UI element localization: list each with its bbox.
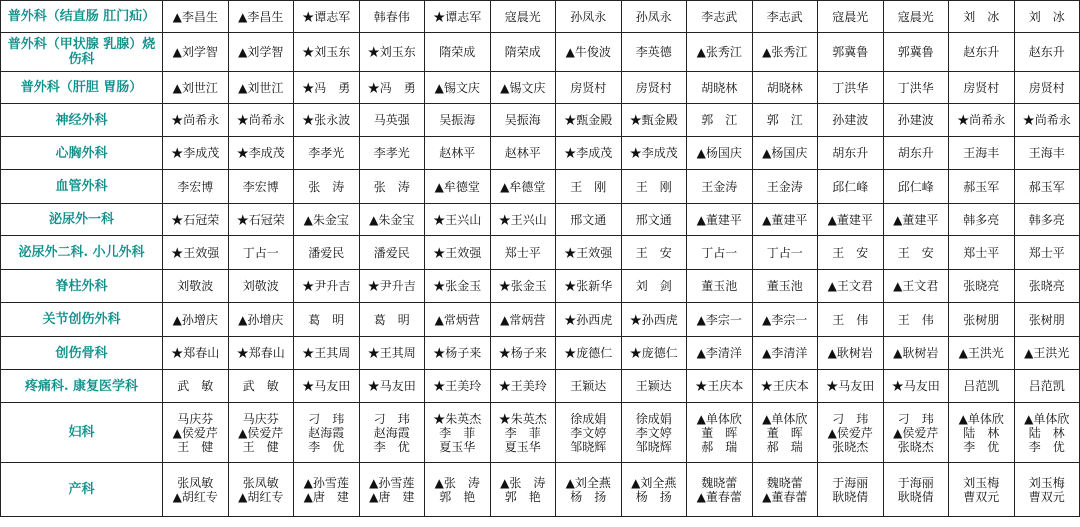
department-label: 脊柱外科 [1,270,163,303]
duty-name-line: 郝 瑞 [701,439,738,454]
duty-cell: 王 安 [818,236,884,270]
duty-name-line: 徐成娟 [570,411,607,426]
duty-cell: 郑士平 [949,236,1015,270]
duty-cell: 郝玉军 [1014,170,1080,204]
duty-cell [294,403,360,463]
duty-cell: 李英德 [621,33,687,72]
duty-cell: 王 伟 [883,303,949,337]
duty-cell: 李孝光 [359,137,425,170]
duty-cell: ▲杨国庆 [752,137,818,170]
duty-name-line: ▲侯爱芹 [893,425,939,440]
department-label: 关节创伤外科 [1,303,163,337]
duty-cell: 胡晓林 [752,72,818,104]
duty-name-line: 夏玉华 [439,439,476,454]
duty-cell: ★张金玉 [425,270,491,303]
duty-name-line: 徐成娟 [635,411,672,426]
duty-cell [621,463,687,517]
duty-name-line: 董 晖 [766,425,803,440]
duty-cell: ★王美玲 [425,370,491,403]
duty-name-line: 耿晓倩 [897,489,934,504]
duty-cell: ▲牟德堂 [425,170,491,204]
duty-cell: 武 敏 [228,370,294,403]
duty-name-line: 夏玉华 [504,439,541,454]
duty-name-line: 董 晖 [701,425,738,440]
duty-cell: ★尚希永 [163,104,229,137]
department-label: 产科 [1,463,163,517]
duty-cell: ★石冠荣 [228,204,294,236]
duty-cell: 李宏博 [228,170,294,204]
duty-name-line: 杨 扬 [635,489,672,504]
duty-cell: ★谭志军 [294,1,360,33]
duty-cell: 武 敏 [163,370,229,403]
duty-name-line: 马庆芬 [242,411,279,426]
duty-name-line: 张凤敏 [177,475,214,490]
duty-cell [1014,403,1080,463]
duty-name-line: 李 菲 [439,425,476,440]
duty-cell: 王 安 [621,236,687,270]
duty-cell [1014,463,1080,517]
duty-cell: 李志武 [752,1,818,33]
duty-cell: ★尹升吉 [294,270,360,303]
duty-cell: ★马友田 [818,370,884,403]
duty-cell: 寇晨光 [490,1,556,33]
duty-cell: ★刘玉东 [359,33,425,72]
duty-cell [949,403,1015,463]
duty-cell: 丁洪华 [883,72,949,104]
duty-name-line: ▲单体欣 [1024,411,1070,426]
duty-cell: ★尚希永 [949,104,1015,137]
duty-name-line: 张凤敏 [242,475,279,490]
duty-cell: ★冯 勇 [294,72,360,104]
duty-cell: ★甄金殿 [556,104,622,137]
duty-cell: ★谭志军 [425,1,491,33]
duty-cell: ★王美玲 [490,370,556,403]
duty-cell: 隋荣成 [425,33,491,72]
table-row [1,403,1080,463]
duty-cell: ▲董建平 [883,204,949,236]
duty-cell: 韩多亮 [949,204,1015,236]
duty-cell: ▲耿树岩 [818,337,884,370]
duty-cell [294,463,360,517]
duty-cell: ★杨子来 [490,337,556,370]
duty-cell: ★王兴山 [490,204,556,236]
duty-cell: ★李成茂 [163,137,229,170]
duty-cell: ★王庆本 [752,370,818,403]
duty-cell: 郭冀鲁 [883,33,949,72]
duty-cell: 王颖达 [556,370,622,403]
duty-cell: 寇晨光 [818,1,884,33]
duty-cell: ★杨子来 [425,337,491,370]
table-row [1,72,1080,104]
duty-cell: 张晓亮 [949,270,1015,303]
duty-cell: ★李成茂 [556,137,622,170]
duty-cell: ★刘玉东 [294,33,360,72]
table-row [1,33,1080,72]
duty-cell [163,403,229,463]
duty-cell: 董玉池 [687,270,753,303]
duty-name-line: ▲刘全燕 [565,475,611,490]
duty-cell: ▲李昌生 [163,1,229,33]
duty-cell: 李志武 [687,1,753,33]
duty-cell [621,403,687,463]
duty-cell [490,463,556,517]
table-row [1,463,1080,517]
duty-cell: ▲李昌生 [228,1,294,33]
table-row [1,337,1080,370]
department-label: 血管外科 [1,170,163,204]
duty-cell: ★王兴山 [425,204,491,236]
duty-name-line: 李 菲 [504,425,541,440]
duty-name-line: 曹双元 [1028,489,1065,504]
duty-cell: 吕范凯 [1014,370,1080,403]
duty-cell: ▲常炳营 [425,303,491,337]
duty-cell: ▲李宗一 [752,303,818,337]
duty-cell: ▲孙增庆 [163,303,229,337]
duty-name-line: 李 优 [963,439,1000,454]
duty-cell [752,403,818,463]
table-row [1,104,1080,137]
duty-cell: 葛 明 [294,303,360,337]
duty-name-line: ▲刘全燕 [631,475,677,490]
duty-cell: ▲锡文庆 [490,72,556,104]
duty-name-line: 王 健 [242,439,279,454]
duty-name-line: 陆 林 [963,425,1000,440]
duty-cell: 邢文通 [621,204,687,236]
duty-cell: ▲孙增庆 [228,303,294,337]
duty-cell: 李孝光 [294,137,360,170]
department-label: 创伤骨科 [1,337,163,370]
duty-cell: ▲刘世江 [163,72,229,104]
duty-cell: ★李成茂 [228,137,294,170]
duty-cell: 马英强 [359,104,425,137]
duty-cell: 郭 江 [752,104,818,137]
duty-cell: 张 涛 [359,170,425,204]
duty-cell: ▲牛俊波 [556,33,622,72]
duty-cell: 寇晨光 [883,1,949,33]
duty-cell: 王金涛 [752,170,818,204]
duty-cell: 赵林平 [425,137,491,170]
department-label: 心胸外科 [1,137,163,170]
duty-name-line: 魏晓蕾 [766,475,803,490]
duty-cell: ★王庆本 [687,370,753,403]
duty-cell: 邢文通 [556,204,622,236]
duty-name-line: 刁 玮 [373,411,410,426]
table-row [1,1,1080,33]
duty-cell: ▲董建平 [818,204,884,236]
duty-cell [818,463,884,517]
duty-cell: 赵林平 [490,137,556,170]
duty-cell [163,463,229,517]
duty-cell: 赵东升 [949,33,1015,72]
duty-name-line: 郭 艳 [504,489,541,504]
duty-cell: ★尚希永 [1014,104,1080,137]
duty-cell: ★马友田 [883,370,949,403]
table-row [1,370,1080,403]
duty-cell: 刘 冰 [949,1,1015,33]
duty-cell: ★张永波 [294,104,360,137]
duty-cell: ▲牟德堂 [490,170,556,204]
duty-cell: 刘敬波 [228,270,294,303]
duty-cell: ▲锡文庆 [425,72,491,104]
duty-cell: 丁洪华 [818,72,884,104]
duty-cell: 郑士平 [490,236,556,270]
duty-cell: 丁占一 [752,236,818,270]
duty-cell: 吴振海 [490,104,556,137]
duty-cell: 葛 明 [359,303,425,337]
duty-name-line: ★朱英杰 [498,411,547,426]
duty-cell: ★石冠荣 [163,204,229,236]
duty-cell: ★孙西虎 [556,303,622,337]
duty-cell: 刘敬波 [163,270,229,303]
duty-cell: ▲刘世江 [228,72,294,104]
duty-cell: 韩多亮 [1014,204,1080,236]
duty-cell: 郝玉军 [949,170,1015,204]
table-row [1,303,1080,337]
duty-cell: ▲朱金宝 [359,204,425,236]
duty-cell: ▲杨国庆 [687,137,753,170]
duty-cell: 孙凤永 [556,1,622,33]
duty-cell: ★尹升吉 [359,270,425,303]
duty-name-line: 杨 扬 [570,489,607,504]
department-label: 普外科（结直肠 肛门疝） [1,1,163,33]
duty-name-line: 邹晓辉 [570,439,607,454]
duty-cell: 邱仁峰 [883,170,949,204]
duty-cell: ★郑春山 [163,337,229,370]
duty-cell: ★郑春山 [228,337,294,370]
duty-name-line: ▲单体欣 [958,411,1004,426]
duty-cell: ▲王洪光 [1014,337,1080,370]
duty-name-line: 李 优 [308,439,345,454]
duty-cell: ★王效强 [425,236,491,270]
duty-cell: ★甄金殿 [621,104,687,137]
duty-cell: ▲刘学智 [163,33,229,72]
duty-cell [818,403,884,463]
duty-cell [359,403,425,463]
duty-cell [949,463,1015,517]
duty-cell: 郑士平 [1014,236,1080,270]
duty-cell: ★王效强 [556,236,622,270]
duty-cell: 刘 剑 [621,270,687,303]
duty-cell: 李宏博 [163,170,229,204]
table-row [1,270,1080,303]
duty-cell: ▲朱金宝 [294,204,360,236]
duty-name-line: 于海丽 [897,475,934,490]
duty-name-line: ▲侯爱芹 [238,425,284,440]
duty-cell: ★马友田 [359,370,425,403]
duty-cell: 韩春伟 [359,1,425,33]
duty-cell: ★庞德仁 [556,337,622,370]
duty-name-line: 李 优 [373,439,410,454]
duty-name-line: 刘玉梅 [963,475,1000,490]
department-label: 普外科（肝胆 胃肠） [1,72,163,104]
duty-cell: 董玉池 [752,270,818,303]
duty-name-line: ▲胡红专 [172,489,218,504]
duty-name-line: 李文婷 [635,425,672,440]
duty-name-line: 陆 林 [1028,425,1065,440]
duty-cell [752,463,818,517]
duty-cell: 张晓亮 [1014,270,1080,303]
duty-name-line: 邹晓辉 [635,439,672,454]
duty-cell [490,403,556,463]
duty-cell: 房贤村 [1014,72,1080,104]
department-label: 神经外科 [1,104,163,137]
duty-cell: ★王其周 [359,337,425,370]
duty-cell: 王 安 [883,236,949,270]
duty-name-line: 魏晓蕾 [701,475,738,490]
duty-cell: ★孙西虎 [621,303,687,337]
duty-name-line: 赵海霞 [373,425,410,440]
duty-cell: ▲王文君 [818,270,884,303]
duty-name-line: 刁 玮 [832,411,869,426]
duty-name-line: 王 健 [177,439,214,454]
duty-cell: ★庞德仁 [621,337,687,370]
duty-cell: ▲董建平 [687,204,753,236]
duty-cell: 王颖达 [621,370,687,403]
duty-cell: 丁占一 [687,236,753,270]
duty-cell: 潘爱民 [359,236,425,270]
duty-cell: 房贤村 [556,72,622,104]
duty-name-line: ▲唐 建 [303,489,349,504]
duty-cell: ★王其周 [294,337,360,370]
duty-cell: 房贤村 [949,72,1015,104]
duty-cell [425,403,491,463]
duty-cell: ▲刘学智 [228,33,294,72]
duty-cell: 潘爱民 [294,236,360,270]
duty-cell: ▲董建平 [752,204,818,236]
duty-cell: ▲王文君 [883,270,949,303]
duty-name-line: 刁 玮 [897,411,934,426]
duty-cell: ★马友田 [294,370,360,403]
roster-body [1,1,1080,517]
duty-name-line: 耿晓倩 [832,489,869,504]
duty-name-line: ▲张 涛 [434,475,480,490]
department-label: 普外科（甲状腺 乳腺）烧伤科 [1,33,163,72]
duty-cell: 张树朋 [1014,303,1080,337]
duty-cell: 邱仁峰 [818,170,884,204]
duty-cell: 王 伟 [818,303,884,337]
department-label: 泌尿外一科 [1,204,163,236]
duty-name-line: 张晓杰 [897,439,934,454]
duty-name-line: ▲唐 建 [369,489,415,504]
duty-name-line: 刁 玮 [308,411,345,426]
duty-cell: ▲张秀江 [752,33,818,72]
duty-cell [687,463,753,517]
duty-cell: 房贤村 [621,72,687,104]
duty-cell: ▲李清洋 [752,337,818,370]
duty-cell: 王 刚 [556,170,622,204]
department-label: 泌尿外二科. 小儿外科 [1,236,163,270]
duty-cell: 孙建波 [818,104,884,137]
duty-cell: 吕范凯 [949,370,1015,403]
duty-cell [556,463,622,517]
duty-cell [687,403,753,463]
duty-name-line: 于海丽 [832,475,869,490]
department-label: 疼痛科. 康复医学科 [1,370,163,403]
duty-name-line: ▲孙雪莲 [369,475,415,490]
duty-cell: ▲耿树岩 [883,337,949,370]
duty-name-line: 郝 瑞 [766,439,803,454]
duty-cell [228,463,294,517]
duty-name-line: 李 优 [1028,439,1065,454]
duty-cell: ★张新华 [556,270,622,303]
duty-name-line: ▲张 涛 [500,475,546,490]
duty-cell: 丁占一 [228,236,294,270]
duty-name-line: 张晓杰 [832,439,869,454]
duty-cell: 王金涛 [687,170,753,204]
duty-name-line: ★朱英杰 [433,411,482,426]
duty-name-line: 赵海霞 [308,425,345,440]
duty-cell: 张 涛 [294,170,360,204]
duty-name-line: ▲胡红专 [238,489,284,504]
duty-cell: 孙凤永 [621,1,687,33]
duty-cell: ▲常炳营 [490,303,556,337]
duty-cell: 吴振海 [425,104,491,137]
duty-cell: 郭冀鲁 [818,33,884,72]
duty-cell: ★张金玉 [490,270,556,303]
duty-cell: 王海丰 [949,137,1015,170]
duty-name-line: ▲单体欣 [762,411,808,426]
duty-cell: ▲李清洋 [687,337,753,370]
table-row [1,137,1080,170]
duty-cell [883,403,949,463]
duty-cell [228,403,294,463]
duty-name-line: 马庆芬 [177,411,214,426]
duty-cell: ★冯 勇 [359,72,425,104]
duty-cell: ★李成茂 [621,137,687,170]
duty-cell: 王海丰 [1014,137,1080,170]
duty-cell: ★尚希永 [228,104,294,137]
duty-cell [359,463,425,517]
duty-cell: 王 刚 [621,170,687,204]
duty-name-line: 李文婷 [570,425,607,440]
duty-cell: ▲王洪光 [949,337,1015,370]
duty-cell: 张树朋 [949,303,1015,337]
duty-cell: 胡东升 [818,137,884,170]
duty-cell: ▲张秀江 [687,33,753,72]
duty-cell: 孙建波 [883,104,949,137]
duty-name-line: ▲单体欣 [696,411,742,426]
duty-cell: 隋荣成 [490,33,556,72]
duty-cell [883,463,949,517]
department-label: 妇科 [1,403,163,463]
duty-name-line: 曹双元 [963,489,1000,504]
duty-cell: ▲李宗一 [687,303,753,337]
duty-name-line: ▲侯爱芹 [827,425,873,440]
duty-cell: ★王效强 [163,236,229,270]
table-row [1,236,1080,270]
duty-cell: 赵东升 [1014,33,1080,72]
duty-name-line: ▲侯爱芹 [172,425,218,440]
duty-cell: 胡东升 [883,137,949,170]
duty-cell [556,403,622,463]
duty-name-line: ▲孙雪莲 [303,475,349,490]
duty-name-line: 郭 艳 [439,489,476,504]
table-row [1,170,1080,204]
duty-name-line: ▲董春蕾 [696,489,742,504]
duty-cell [425,463,491,517]
table-row [1,204,1080,236]
duty-name-line: 刘玉梅 [1028,475,1065,490]
duty-cell: 郭 江 [687,104,753,137]
duty-cell: 刘 冰 [1014,1,1080,33]
duty-cell: 胡晓林 [687,72,753,104]
duty-name-line: ▲董春蕾 [762,489,808,504]
